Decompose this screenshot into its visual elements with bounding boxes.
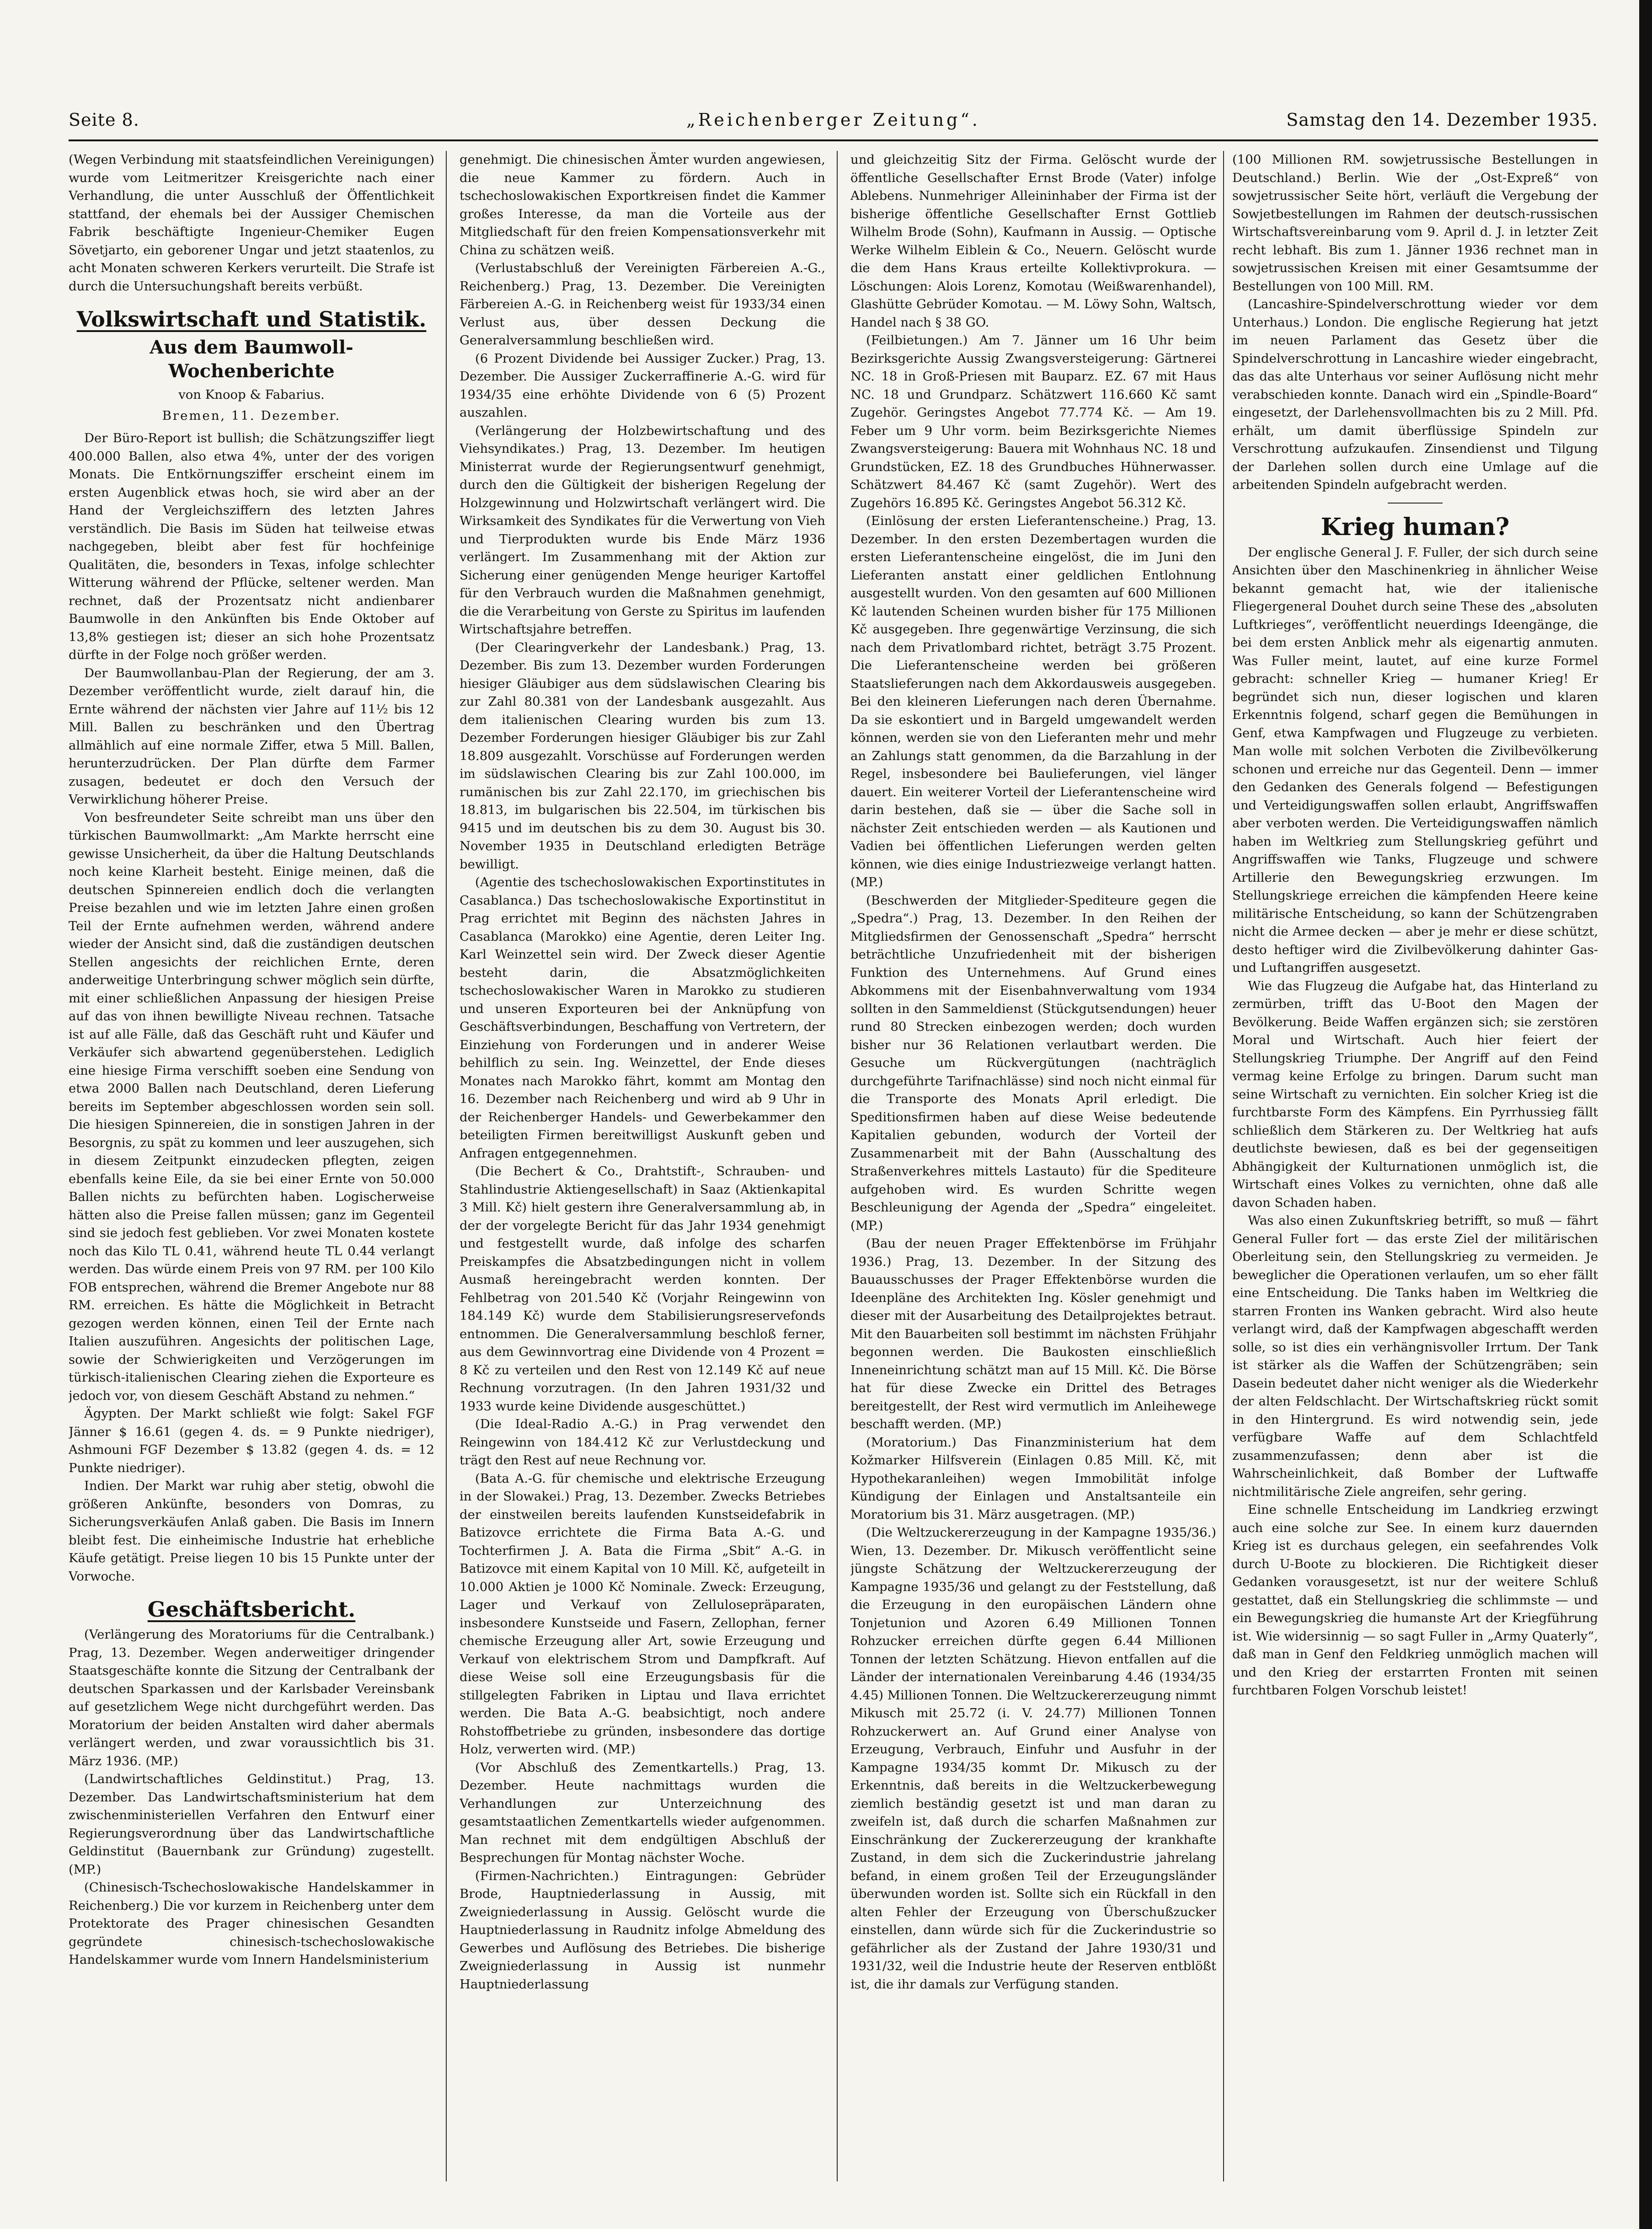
section-heading-geschaeftsbericht: Geschäftsbericht. [147,1597,356,1622]
news-item: (Der Clearingverkehr der Landesbank.) Prag, 13. Dezember. Bis zum 13. Dezember wurden Forderungen hiesiger Gläubiger aus dem südslawischen Clearing bis zur Zahl 80.381 von der Landesbank ausgezahlt. Aus dem italienischen Clearing wurden bis zum 13. Dezember Forderungen hiesiger Gläubiger bis zur Zahl 18.809 ausgezahlt. Vorschüsse auf Forderungen werden im südslawischen Clearing bis zur Zahl 100.000, im rumänischen bis zur Zahl 22.170, im griechischen bis 18.813, im bulgarischen bis 22.504, im türkischen bis 9415 und im deutschen bis zu dem 30. August bis 30. November 1935 in Deutschland erledigten Beträge bewilligt. [460,640,825,872]
article-dateline: Bremen, 11. Dezember. [162,408,341,423]
news-item: genehmigt. Die chinesischen Ämter wurden angewiesen, die neue Kammer zu fördern. Auch in tschechoslowakischen Exportkreisen findet die Kammer großes Interesse, da man die Vorteile aus der Mitgliedschaft für den freien Kompensationsverkehr mit China zu schätzen weiß. [460,152,825,257]
news-item: (Vor Abschluß des Zementkartells.) Prag, 13. Dezember. Heute nachmittags wurden die Verhandlungen zur Unterzeichnung des gesamtstaatlichen Zementkartells wieder aufgenommen. Man rechnet mit dem endgültigen Abschluß der Besprechungen für Montag nächster Woche. [460,1760,825,1865]
divider [1388,503,1443,504]
news-item: und gleichzeitig Sitz der Firma. Gelöscht wurde der öffentliche Gesellschafter Ernst Brode (Vater) infolge Ablebens. Nunmehriger Alleininhaber der Firma ist der bisherige öffentliche Gesellschafter Ernst Gottlieb Wilhelm Brode (Sohn), Kaufmann in Aussig. — Optische Werke Wilhelm Eiblein & Co., Neuern. Gelöscht wurde die dem Hans Kraus erteilte Kollektivprokura. — Löschungen: Alois Lorenz, Komotau (Weißwarenhandel), Glashütte Gebrüder Komotau. — M. Löwy Sohn, Waltsch, Handel nach § 38 GO. [850,152,1216,330]
article-title-krieg-human: Krieg human? [1321,513,1510,541]
paragraph: Eine schnelle Entscheidung im Landkrieg erzwingt auch eine solche zur See. In einem kurz dauernden Krieg ist es durchaus gelegen, ein seefahrendes Volk durch U-Boote zu blockieren. Die Richtigkeit dieser Gedanken vorausgesetzt, ist nur der weitere Schluß gestattet, daß ein Stellungskrieg die schlimmste — und ein Bewegungskrieg die humanste Art der Kriegführung ist. Wie widersinnig — so sagt Fuller in „Army Quaterly“, daß man in Genf den Feldkrieg unmöglich machen will und den Krieg der erstarrten Fronten mit seinen furchtbaren Folgen Vorschub leistet! [1232,1502,1598,1698]
paragraph: Der Büro-Report ist bullish; die Schätzungsziffer liegt 400.000 Ballen, also etwa 4%, unter der des vorigen Monats. Die Entkörnungsziffer erscheint einem im ersten Augenblick etwas hoch, sie wird aber an der Hand der Vergleichsziffern des letzten Jahres verständlich. Die Basis im Süden hat teilweise etwas nachgegeben, bleibt aber fest für hochfeinige Qualitäten, die, besonders in Texas, infolge schlechter Witterung während der Pflücke, seltener werden. Man rechnet, daß der Prozentsatz nicht andienbarer Baumwolle in den Ankünften bis Ende Oktober auf 13,8% gestiegen ist; dieser an sich hohe Prozentsatz dürfte in der Folge noch größer werden. [69,431,434,662]
column-3 [850,151,1216,2200]
news-item: (Bata A.-G. für chemische und elektrische Erzeugung in der Slowakei.) Prag, 13. Dezember. Zwecks Betriebes der einstweilen bereits laufenden Kunstseidefabrik in Batizovce errichtete die Firma Bata A.-G. und Tochterfirmen J. A. Bata die Firma „Sbit“ A.-G. in Batizovce mit einem Kapital von 10 Mill. Kč, aufgeteilt in 10.000 Aktien je 1000 Kč Nominale. Zweck: Erzeugung, Lager und Verkauf von Zellulosepräparaten, insbesondere Kunstseide und Fasern, Zellophan, ferner chemische Erzeugung aller Art, sowie Erzeugung und Verkauf von elektrischem Strom und Dampfkraft. Auf diese Weise soll eine Erzeugungsbasis für die stillgelegten Fabriken in Liptau und Ilava errichtet werden. Die Bata A.-G. beabsichtigt, noch andere Rohstoffbetriebe zu gründen, insbesondere das dortige Holz, verwerten wird. (MP.) [460,1471,825,1757]
page-header [69,106,1598,138]
paragraph: Was also einen Zukunftskrieg betrifft, so muß — fährt General Fuller fort — das erste Ziel der militärischen Oberleitung sein, den Stellungskrieg zu vermeiden. Je beweglicher die Operationen verlaufen, um so eher fällt eine Entscheidung. Die Tanks haben im Weltkrieg die starren Fronten ins Wanken gebracht. Wird also heute verlangt wird, daß der Kampfwagen abgeschafft werden solle, so ist dies ein verhängnisvoller Irrtum. Der Tank ist stärker als die Waffen der Schützengräben; sein Dasein bedeutet daher nicht weniger als die Wiederkehr der alten Feldschlacht. Der Wirtschaftskrieg rückt somit in den Hintergrund. Es wird notwendig sein, jede verfügbare Waffe auf dem Schlachtfeld zusammenzufassen; denn aber ist die Wahrscheinlichkeit, daß Bomber der Luftwaffe nichtmilitärische Ziele angreifen, sehr gering. [1232,1213,1598,1499]
news-item: (Feilbietungen.) Am 7. Jänner um 16 Uhr beim Bezirksgerichte Aussig Zwangsversteigerung: Gärtnerei NC. 18 in Groß-Priesen mit Bauparz. EZ. 67 mit Haus NC. 18 und Grundparz. Schätzwert 116.660 Kč samt Zugehör. Geringstes Angebot 77.774 Kč. — Am 19. Feber um 9 Uhr vorm. beim Bezirksgerichte Niemes Zwangsversteigerung: Bauera mit Wohnhaus NC. 18 und Grundstücken, EZ. 18 des Grundbuches Hühnerwasser. Schätzwert 84.467 Kč (samt Zugehör). Wert des Zugehörs 16.895 Kč. Geringstes Angebot 56.312 Kč. [850,333,1216,510]
article-staatsfeindlich: (Wegen Verbindung mit staatsfeindlichen Vereinigungen) wurde vom Leitmeritzer Kreisgerichte nach einer Verhandlung, die unter Ausschluß der Öffentlichkeit stattfand, der ehemals bei der Aussiger Chemischen Fabrik beschäftigte Ingenieur-Chemiker Eugen Sövetjarto, ein geborener Ungar und jetzt staatenlos, zu acht Monaten schweren Kerkers verurteilt. Die Strafe ist durch die Untersuchungshaft bereits verbüßt. [69,152,434,294]
page-number: Seite 8. [69,110,139,130]
news-item: (Chinesisch-Tschechoslowakische Handelskammer in Reichenberg.) Die vor kurzem in Reichenberg unter dem Protektorate des Prager chinesischen Gesandten gegründete chinesisch-tschechoslowakische Handelskammer wurde vom Innern Handelsministerium [69,1880,434,1967]
paragraph: Der englische General J. F. Fuller, der sich durch seine Ansichten über den Maschinenkrieg in ähnlicher Weise bekannt gemacht hat, wie der italienische Fliegergeneral Douhet durch seine These des „absoluten Luftkrieges“, veröffentlicht neuerdings Ideengänge, die bei dem ersten Anblick mehr als eigenartig anmuten. Was Fuller meint, lautet, auf eine kurze Formel gebracht: schneller Krieg — humaner Krieg! Er begründet sich nun, dieser logischen und klaren Erkenntnis folgend, scharf gegen die Bemühungen in Genf, etwa Kampfwagen und Flugzeuge zu verbieten. Man wolle mit solchen Verboten die Zivilbevölkerung schonen und erreiche nur das Gegenteil. Denn — immer den Gedanken des Generals folgend — Befestigungen und Verteidigungswaffen sollen erlaubt, Angriffswaffen aber verboten werden. Die Verteidigungswaffen nämlich haben im Weltkrieg zum Stellungskrieg geführt und Angriffswaffen wie Tanks, Flugzeuge und schwere Artillerie den Bewegungskrieg erzwungen. Im Stellungskriege erreichen die kämpfenden Heere keine militärische Entscheidung, so kann der Schützengraben nicht die Armee decken — aber je mehr er diese schützt, desto heftiger wird die Zivilbevölkerung dahinter Gas- und Luftangriffen ausgesetzt. [1232,545,1598,975]
paragraph: Wie das Flugzeug die Aufgabe hat, das Hinterland zu zermürben, trifft das U-Boot den Magen der Bevölkerung. Beide Waffen ergänzen sich; sie zerstören Moral und Wirtschaft. Auch hier feiert der Stellungskrieg Triumphe. Der Angriff auf den Feind vermag keine Erfolge zu bringen. Darum sucht man seine Wirtschaft zu vernichten. Ein solcher Krieg ist die furchtbarste Form des Kämpfens. Ein Pyrrhussieg fällt schließlich dem Stärkeren zu. Der Weltkrieg hat aufs deutlichste bewiesen, daß es bei der gegenseitigen Abhängigkeit der Kulturnationen unmöglich ist, die Wirtschaft eines Volkes zu vernichten, ohne daß alle davon Schaden haben. [1232,978,1598,1210]
column-rule [446,151,447,2181]
news-item: (Moratorium.) Das Finanzministerium hat dem Kožmarker Hilfsverein (Einlagen 0.85 Mill. Kč, mit Hypothekaranleihen) wegen Immobilität infolge Kündigung der Einlagen und Anstaltsanteile ein Moratorium bis 31. März ausgetragen. (MP.) [850,1435,1216,1522]
column-rule [837,151,838,2181]
news-item: (6 Prozent Dividende bei Aussiger Zucker.) Prag, 13. Dezember. Die Aussiger Zuckerraffinerie A.-G. wird für 1934/35 eine erhöhte Dividende von 6 (5) Prozent auszahlen. [460,351,825,420]
header-rule [69,139,1598,141]
column-rule [1223,151,1224,2181]
news-item: (Die Bechert & Co., Drahtstift-, Schrauben- und Stahlindustrie Aktiengesellschaft) in Saaz (Aktienkapital 3 Mill. Kč) hielt gestern ihre Generalversammlung ab, in der der vorgelegte Bericht für das Jahr 1934 genehmigt und festgestellt wurde, daß infolge des scharfen Preiskampfes die Absatzbedingungen nicht in vollem Ausmaß hereingebracht werden konnten. Der Fehlbetrag von 201.540 Kč (Vorjahr Reingewinn von 184.149 Kč) wurde dem Stabilisierungsreservefonds entnommen. Die Generalversammlung beschloß ferner, aus dem Gewinnvortrag eine Dividende von 4 Prozent = 8 Kč zu verteilen und den Rest von 12.149 Kč auf neue Rechnung vorzutragen. (In den Jahren 1931/32 und 1933 wurde keine Dividende ausgeschüttet.) [460,1164,825,1414]
news-item: (Einlösung der ersten Lieferantenscheine.) Prag, 13. Dezember. In den ersten Dezembertagen wurden die ersten Lieferantenscheine eingelöst, die im Juni den Lieferanten anstatt einer geldlichen Entlohnung ausgestellt wurden. Von den gesamten auf 600 Millionen Kč lautenden Scheinen wurden bisher für 175 Millionen Kč ausgegeben. Ihre gegenwärtige Verzinsung, die sich nach dem Privatlombard richtet, beträgt 3.75 Prozent. Die Lieferantenscheine werden bei größeren Staatslieferungen nach dem Akkordausweis ausgegeben. Bei den kleineren Lieferungen nach deren Übernahme. Da sie eskontiert und in Bargeld umgewandelt werden können, werden sie von den Lieferanten mehr und mehr an Zahlungs statt genommen, da die Barzahlung in der Regel, insbesondere bei Baulieferungen, viel länger dauert. Ein weiterer Vorteil der Lieferantenscheine wird darin bestehen, daß sie — über die Sache soll in nächster Zeit entschieden werden — als Kautionen und Vadien bei öffentlichen Lieferungen werden gelten können, wie dies einige Industriezweige verlangt hatten. (MP.) [850,514,1216,889]
column-2 [460,151,825,2200]
section-heading-volkswirtschaft: Volkswirtschaft und Statistik. [76,307,427,332]
newspaper-title: „Reichenberger Zeitung“. [686,110,980,130]
column-4 [1232,151,1598,2200]
issue-date: Samstag den 14. Dezember 1935. [1286,110,1598,130]
article-title-baumwolle: Aus dem Baumwoll-Wochenberichte [150,337,353,382]
news-item: (Lancashire-Spindelverschrottung wieder vor dem Unterhaus.) London. Die englische Regierung hat jetzt im neuen Parlament das Gesetz über die Spindelverschrottung in Lancashire wieder eingebracht, das das alte Unterhaus vor seiner Auflösung nicht mehr verabschieden konnte. Danach wird ein „Spindle-Board“ eingesetzt, der Darlehensvollmachten bis zu 2 Mill. Pfd. erhält, um damit überflüssige Spindeln zur Verschrottung aufzukaufen. Zinsendienst und Tilgung der Darlehen sollen durch eine Umlage auf die arbeitenden Spindeln aufgebracht werden. [1232,297,1598,492]
news-item: (100 Millionen RM. sowjetrussische Bestellungen in Deutschland.) Berlin. Wie der „Ost-Expreß“ von sowjetrussischer Seite hört, verläuft die Vergebung der Sowjetbestellungen im Rahmen der deutsch-russischen Wirtschaftsvereinbarung vom 9. April d. J. in letzter Zeit recht lebhaft. Bis zum 1. Jänner 1936 rechnet man in sowjetrussischen Kreisen mit einer Gesamtsumme der Bestellungen von 100 Mill. RM. [1232,152,1598,294]
news-item: (Verlängerung des Moratoriums für die Centralbank.) Prag, 13. Dezember. Wegen anderweitiger dringender Staatsgeschäfte konnte die Sitzung der Centralbank der deutschen Sparkassen und der Karlsbader Vereinsbank auf gesetzlichem Wege nicht durchgeführt werden. Das Moratorium der beiden Anstalten wird daher abermals verlängert werden, und zwar voraussichtlich bis 31. März 1936. (MP.) [69,1627,434,1768]
paragraph: Ägypten. Der Markt schließt wie folgt: Sakel FGF Jänner $ 16.61 (gegen 4. ds. = 9 Punkte niedriger), Ashmouni FGF Dezember $ 13.82 (gegen 4. ds. = 12 Punkte niedriger). [69,1406,434,1475]
scan-edge [1639,0,1652,2229]
article-byline: von Knoop & Fabarius. [178,387,325,402]
news-item: (Landwirtschaftliches Geldinstitut.) Prag, 13. Dezember. Das Landwirtschaftsministerium hat dem zwischenministeriellen Verfahren den Entwurf einer Regierungsverordnung über das Landwirtschaftliche Geldinstitut (Bauernbank zur Gründung) zugestellt. (MP.) [69,1772,434,1877]
news-item: (Die Weltzuckererzeugung in der Kampagne 1935/36.) Wien, 13. Dezember. Dr. Mikusch veröffentlicht seine jüngste Schätzung der Weltzuckererzeugung der Kampagne 1935/36 und gelangt zu der Feststellung, daß die Erzeugung in den europäischen Ländern ohne Tonjetunion und Azoren 6.49 Millionen Tonnen Rohzucker erreichen dürfte gegen 6.44 Millionen Tonnen der letzten Schätzung. Hievon entfallen auf die Länder der internationalen Vereinbarung 4.46 (1934/35 4.45) Millionen Tonnen. Die Weltzuckererzeugung nimmt Mikusch mit 25.72 (i. V. 24.77) Millionen Tonnen Rohzuckerwert an. Auf Grund einer Analyse von Erzeugung, Verbrauch, Einfuhr und Ausfuhr in der Kampagne 1934/35 kommt Dr. Mikusch zu der Erkenntnis, daß bereits in die Weltzuckerbewegung ziemlich beständig gesetzt ist und man daran zu zweifeln ist, daß durch die scharfen Maßnahmen zur Einschränkung der Zuckererzeugung der krankhafte Zustand, in dem sich die Zuckerindustrie jahrelang befand, in einem großen Teil der Erzeugungsländer überwunden worden ist. Sollte sich ein Rückfall in den alten Fehler der Erzeugung von Überschußzucker einstellen, dann würde sich für die Zuckerindustrie so gefährlicher als der Zustand der Jahre 1930/31 und 1931/32, weil die Industrie heute der Reserven entblößt ist, die ihr damals zur Verfügung standen. [850,1525,1216,1992]
news-item: (Bau der neuen Prager Effektenbörse im Frühjahr 1936.) Prag, 13. Dezember. In der Sitzung des Bauausschusses der Prager Effektenbörse wurden die Ideenpläne des Architekten Ing. Kösler genehmigt und dieser mit der Ausarbeitung des Detailprojektes betraut. Mit den Bauarbeiten soll bestimmt im nächsten Frühjahr begonnen werden. Die Baukosten einschließlich Inneneinrichtung schätzt man auf 15 Mill. Kč. Die Börse hat für diese Zwecke ein Drittel des Betrages bereitgestellt, der Rest wird vermutlich im Anleihewege beschafft werden. (MP.) [850,1236,1216,1431]
paragraph: Von besfreundeter Seite schreibt man uns über den türkischen Baumwollmarkt: „Am Markte herrscht eine gewisse Unsicherheit, da über die Haltung Deutschlands noch keine Klarheit besteht. Einige meinen, daß die deutschen Spinnereien endlich doch die verlangten Preise bezahlen und wie im letzten Jahre einen großen Teil der Ernte aufnehmen werden, während andere wieder der Ansicht sind, daß die zuständigen deutschen Stellen angesichts der reichlichen Ernte, deren anderweitige Unterbringung schwer möglich sein dürfte, mit einer schließlichen Anpassung der hiesigen Preise auf das von ihnen bewilligte Niveau rechnen. Tatsache ist auf alle Fälle, daß das Geschäft ruht und Käufer und Verkäufer sich abwartend gegenüberstehen. Lediglich eine hiesige Firma verschifft soeben eine Sendung von etwa 2000 Ballen nach Deutschland, deren Lieferung bereits im September abgeschlossen worden sein soll. Die hiesigen Spinnereien, die in sonstigen Jahren in der Besorgnis, zu spät zu kommen und leer auszugehen, sich in diesem Zeitpunkt einzudecken pflegten, zeigen ebenfalls keine Eile, da sie bei einer Ernte von 50.000 Ballen nichts zu befürchten haben. Logischerweise hätten also die Preise fallen müssen; ganz im Gegenteil sind sie jedoch fest geblieben. Vor zwei Monaten kostete noch das Kilo TL 0.41, während heute TL 0.44 verlangt werden. Das würde einem Preis von 97 RM. per 100 Kilo FOB entsprechen, während die Bremer Angebote nur 88 RM. erreichen. Es hätte die Möglichkeit in Betracht gezogen werden können, einen Teil der Ernte nach Italien auszuführen. Angesichts der politischen Lage, sowie der Schwierigkeiten und Verzögerungen im türkisch-italienischen Clearing ziehen die Exporteure es jedoch vor, von diesem Geschäft Abstand zu nehmen.“ [69,810,434,1403]
column-1 [69,151,434,2200]
news-item: (Firmen-Nachrichten.) Eintragungen: Gebrüder Brode, Hauptniederlassung in Aussig, mit Zweigniederlassung in Aussig. Gelöscht wurde die Hauptniederlassung in Raudnitz infolge Abmeldung des Gewerbes und Auflösung des Betriebes. Die bisherige Zweigniederlassung in Aussig ist nunmehr Hauptniederlassung [460,1868,825,1992]
news-item: (Verlustabschluß der Vereinigten Färbereien A.-G., Reichenberg.) Prag, 13. Dezember. Die Vereinigten Färbereien A.-G. in Reichenberg weist für 1933/34 einen Verlust aus, über dessen Deckung die Generalversammlung beschließen wird. [460,261,825,348]
news-item: (Agentie des tschechoslowakischen Exportinstitutes in Casablanca.) Das tschechoslowakische Exportinstitut in Prag errichtet mit Beginn des nächsten Jahres in Casablanca (Marokko) eine Agentie, deren Leiter Ing. Karl Weinzettel sein wird. Der Zweck dieser Agentie besteht darin, die Absatzmöglichkeiten tschechoslowakischer Waren in Marokko zu studieren und unseren Exporteuren bei der Anknüpfung von Geschäftsverbindungen, Beschaffung von Vertretern, der Einziehung von Forderungen und in anderer Weise behilflich zu sein. Ing. Weinzettel, der Ende dieses Monates nach Marokko fährt, kommt am Montag den 16. Dezember nach Reichenberg und wird ab 9 Uhr in der Reichenberger Handels- und Gewerbekammer den beteiligten Firmen bereitwilligst Auskunft geben und Anfragen entgegennehmen. [460,875,825,1161]
paragraph: Indien. Der Markt war ruhig aber stetig, obwohl die größeren Ankünfte, besonders von Domras, zu Sicherungsverkäufen Anlaß gaben. Die Basis im Innern bleibt fest. Die einheimische Industrie hat erhebliche Käufe getätigt. Preise liegen 10 bis 15 Punkte unter der Vorwoche. [69,1479,434,1584]
news-item: (Beschwerden der Mitglieder-Spediteure gegen die „Spedra“.) Prag, 13. Dezember. In den Reihen der Mitgliedsfirmen der Genossenschaft „Spedra“ herrscht beträchtliche Unzufriedenheit mit der bisherigen Funktion des Unternehmens. Auf Grund eines Abkommens mit der Eisenbahnverwaltung vom 1934 sollten in den Sammeldienst (Stückgutsendungen) heuer rund 80 Strecken einbezogen werden; doch wurden bisher nur 36 Relationen verlautbart werden. Die Gesuche um Rückvergütungen (nachträglich durchgeführte Tarifnachlässe) sind noch nicht einmal für die Transporte des Monats April erledigt. Die Speditionsfirmen haben auf diese Weise bedeutende Kapitalien gebunden, wodurch der Vorteil der Zusammenarbeit mit der Bahn (Ausschaltung des Straßenverkehres mittels Lastauto) für die Spediteure aufgehoben wird. Es wurden Schritte wegen Beschleunigung der Agenda der „Spedra“ eingeleitet. (MP.) [850,893,1216,1233]
news-item: (Die Ideal-Radio A.-G.) in Prag verwendet den Reingewinn von 184.412 Kč zur Verlustdeckung und trägt den Rest auf neue Rechnung vor. [460,1417,825,1468]
news-item: (Verlängerung der Holzbewirtschaftung und des Viehsyndikates.) Prag, 13. Dezember. Im heutigen Ministerrat wurde der Regierungsentwurf genehmigt, durch den die Gültigkeit der bisherigen Regelung der Holzgewinnung und Holzwirtschaft verlängert wird. Die Wirksamkeit des Syndikates für die Verwertung von Vieh und Tierprodukten wurde bis Ende März 1936 verlängert. Im Zusammenhang mit der Aktion zur Sicherung einer genügenden Menge heuriger Kartoffel für den Verbrauch wurden die Maßnahmen genehmigt, die die Verarbeitung von Gerste zu Spiritus im laufenden Wirtschaftsjahre betreffen. [460,423,825,637]
paragraph: Der Baumwollanbau-Plan der Regierung, der am 3. Dezember veröffentlicht wurde, zielt darauf hin, die Ernte während der nächsten vier Jahre auf 11½ bis 12 Mill. Ballen zu beschränken und den Übertrag allmählich auf eine normale Ziffer, etwa 5 Mill. Ballen, herunterzudrücken. Der Plan dürfte dem Farmer zusagen, bedeutet er doch den Versuch der Verwirklichung höherer Preise. [69,665,434,807]
